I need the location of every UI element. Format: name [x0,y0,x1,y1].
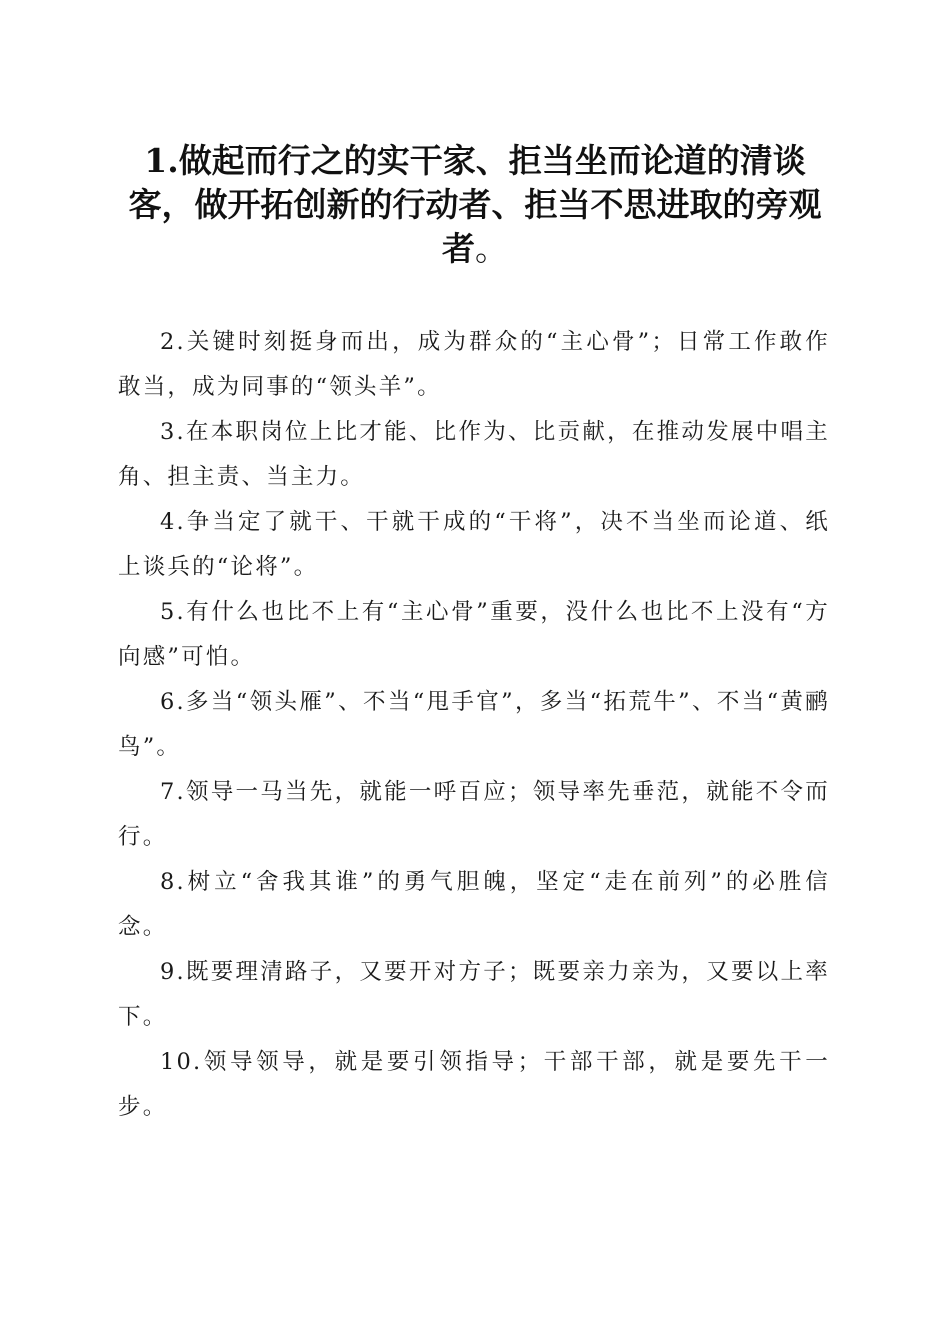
paragraph-10: 10.领导领导，就是要引领指导；干部干部，就是要先干一步。 [118,1049,830,1120]
paragraph-8: 8.树立“舍我其谁”的勇气胆魄，坚定“走在前列”的必胜信念。 [118,869,830,940]
document-body [118,320,830,1130]
paragraph-4: 4.争当定了就干、干就干成的“干将”，决不当坐而论道、纸上谈兵的“论将”。 [118,509,830,580]
document-title-text: 1.做起而行之的实干家、拒当坐而论道的清谈客，做开拓创新的行动者、拒当不思进取的旁观者 [128,141,822,268]
paragraph-6: 6.多当“领头雁”、不当“甩手官”，多当“拓荒牛”、不当“黄鹂鸟”。 [118,689,830,760]
paragraph-7: 7.领导一马当先，就能一呼百应；领导率先垂范，就能不令而行。 [118,779,830,850]
paragraph-5: 5.有什么也比不上有“主心骨”重要，没什么也比不上没有“方向感”可怕。 [118,599,830,670]
document-title [118,139,832,271]
document-title-end: 。 [475,229,508,268]
paragraph-2: 2.关键时刻挺身而出，成为群众的“主心骨”；日常工作敢作敢当，成为同事的“领头羊”。 [118,329,830,400]
paragraph-9: 9.既要理清路子，又要开对方子；既要亲力亲为，又要以上率下。 [118,959,830,1030]
paragraph-3: 3.在本职岗位上比才能、比作为、比贡献，在推动发展中唱主角、担主责、当主力。 [118,419,830,490]
